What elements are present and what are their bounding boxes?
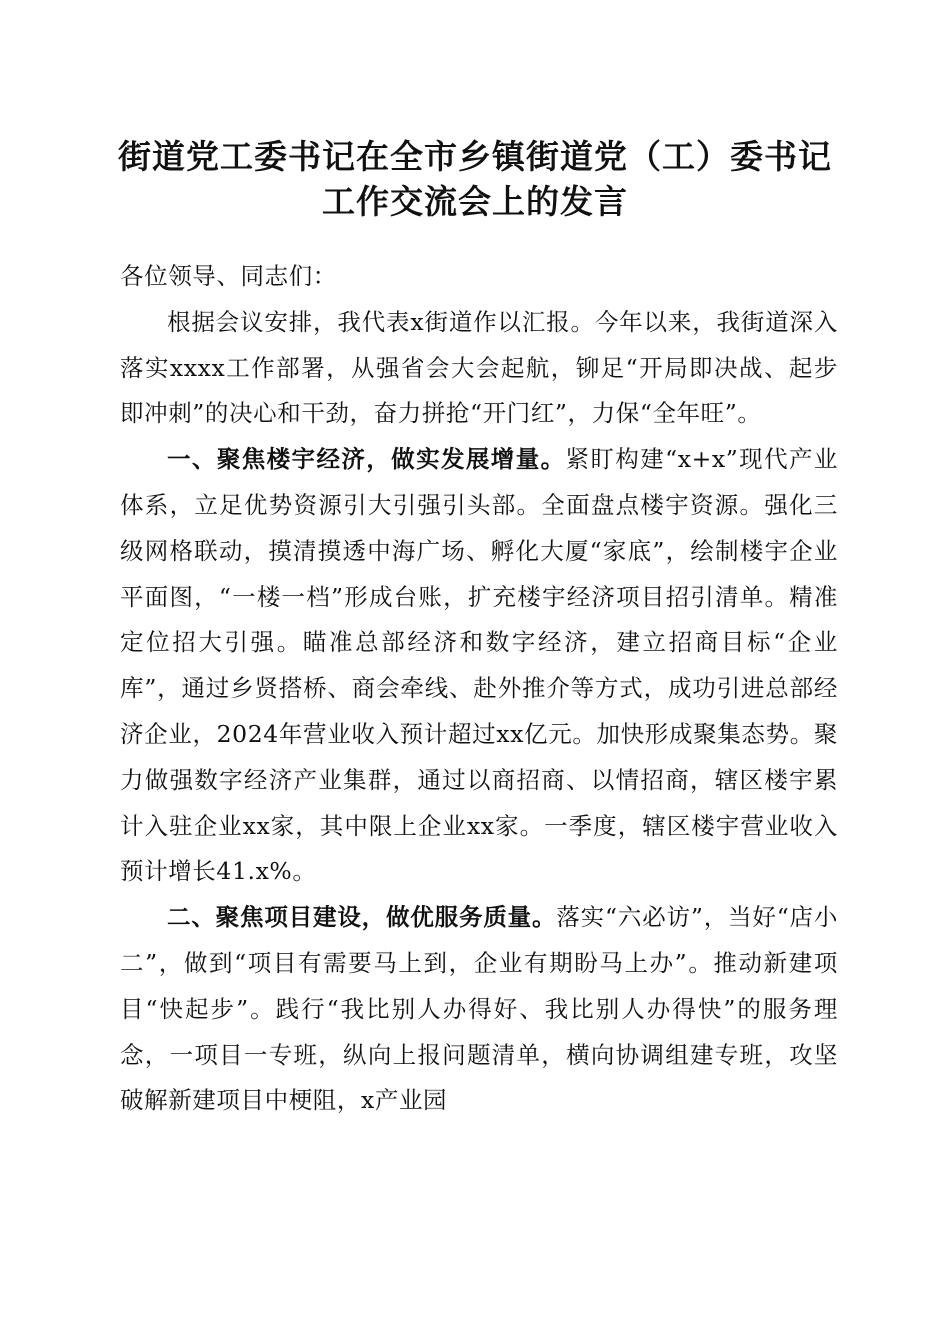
paragraph-section-2 — [120, 895, 838, 1124]
section-heading-1: 一、聚焦楼宇经济，做实发展增量。 — [167, 445, 566, 474]
section-text-1: 紧盯构建“x+x”现代产业体系，立足优势资源引大引强引头部。全面盘点楼宇资源。强化三级网格联动，摸清摸透中海广场、孵化大厦“家底”，绘制楼宇企业平面图，“一楼一档”形成台账，扩充楼宇经济项目招引清单。精准定位招大引强。瞄准总部经济和数字经济，建立招商目标“企业库”，通过乡贤搭桥、商会牵线、赴外推介等方式，成功引进总部经济企业，2024年营业收入预计超过xx亿元。加快形成聚集态势。聚力做强数字经济产业集群，通过以商招商、以情招商，辖区楼宇累计入驻企业xx家，其中限上企业xx家。一季度，辖区楼宇营业收入预计增长41.x%。 — [120, 445, 838, 886]
paragraph-section-1 — [120, 437, 838, 895]
section-heading-2: 二、聚焦项目建设，做优服务质量。 — [167, 903, 557, 932]
document-title: 街道党工委书记在全市乡镇街道党（工）委书记工作交流会上的发言 — [118, 137, 832, 221]
document-body — [120, 254, 838, 1124]
salutation: 各位领导、同志们： — [120, 262, 337, 290]
paragraph-intro — [120, 300, 838, 437]
paragraph-text: 根据会议安排，我代表x街道作以汇报。今年以来，我街道深入落实xxxx工作部署，从强省会大会起航，铆足“开局即决战、起步即冲刺”的决心和干劲，奋力拼抢“开门红”，力保“全年旺”。 — [120, 307, 838, 428]
section-text-2: 落实“六必访”，当好“店小二”，做到“项目有需要马上到，企业有期盼马上办”。推动新建项目“快起步”。践行“我比别人办得好、我比别人办得快”的服务理念，一项目一专班，纵向上报问题清单，横向协调组建专班，攻坚破解新建项目中梗阻，x产业园 — [120, 903, 838, 1115]
